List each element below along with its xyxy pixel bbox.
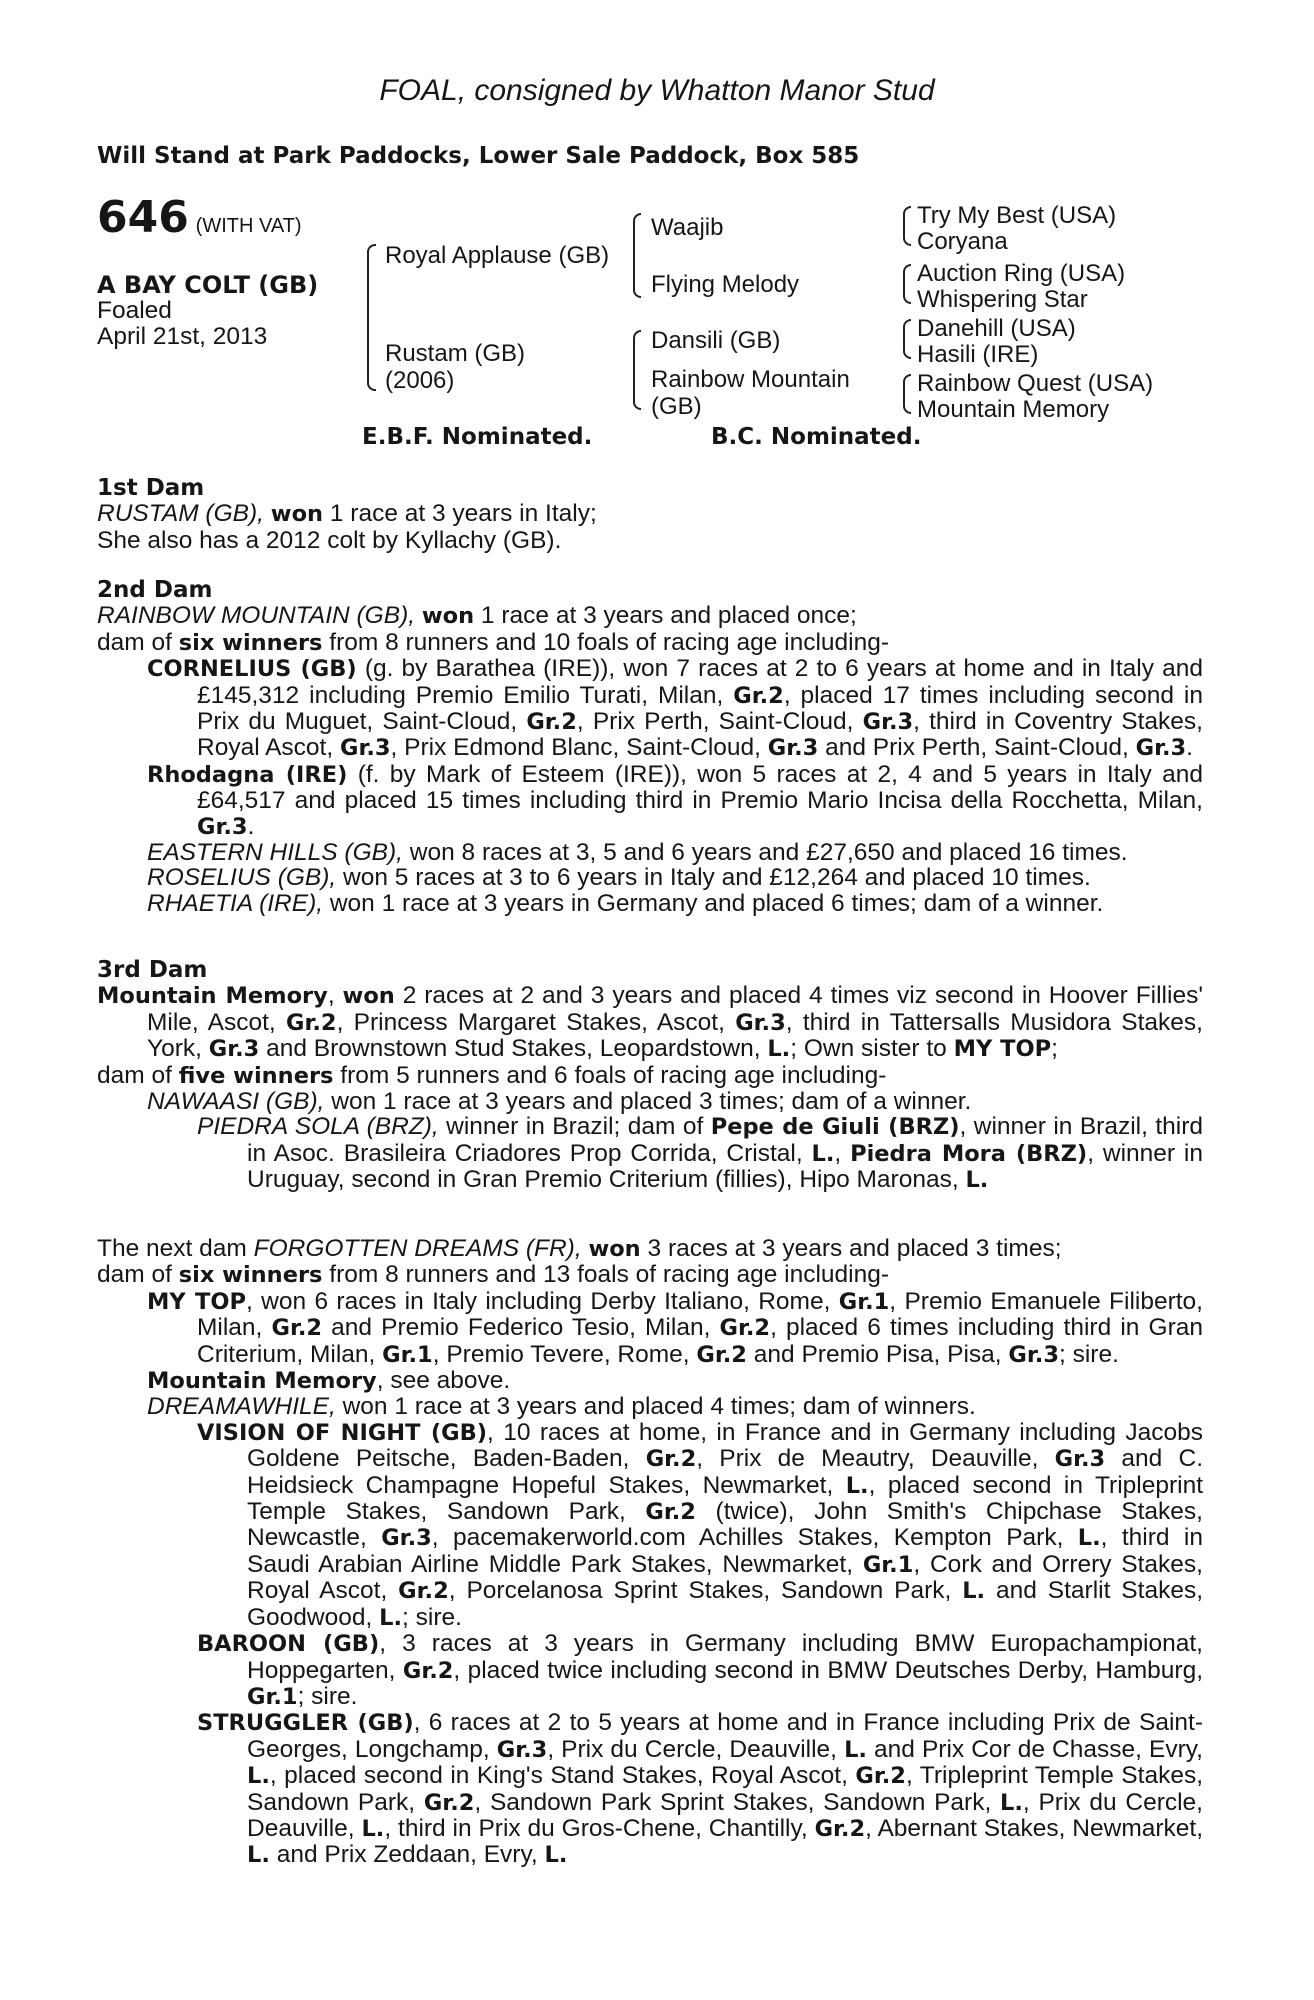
pedigree-ddd: Mountain Memory	[917, 396, 1110, 423]
second-dam-heading: 2nd Dam	[97, 577, 213, 603]
produce-rhaetia: RHAETIA (IRE), won 1 race at 3 years in Germany and placed 6 times; dam of a winner.	[147, 889, 1104, 917]
brace-gen3b	[903, 264, 911, 304]
next-dam-produce-summary: dam of six winners from 8 runners and 13 foals of racing age including-	[97, 1261, 890, 1289]
pedigree-ssd: Coryana	[917, 228, 1008, 255]
first-dam-section	[97, 476, 1203, 553]
second-dam-produce-summary: dam of six winners from 8 runners and 10 foals of racing age including-	[97, 628, 890, 656]
brace-gen2a	[633, 213, 641, 298]
next-dam-section	[97, 1236, 1203, 1869]
brace-gen2b	[633, 330, 641, 410]
produce-roselius: ROSELIUS (GB), won 5 races at 3 to 6 years in Italy and £12,264 and placed 10 times.	[147, 864, 1091, 892]
lot-block	[97, 192, 302, 243]
pedigree-ss: Waajib	[651, 214, 724, 241]
produce-dreamawhile: DREAMAWHILE, won 1 race at 3 years and placed 4 times; dam of winners.	[147, 1393, 976, 1421]
brace-gen3c	[903, 319, 911, 359]
pedigree-sire: Royal Applause (GB)	[385, 242, 610, 269]
brace-gen3d	[903, 374, 911, 414]
pedigree-dds: Rainbow Quest (USA)	[917, 370, 1154, 397]
pedigree-dd-1: Rainbow Mountain	[651, 366, 850, 393]
produce-struggler: STRUGGLER (GB), 6 races at 2 to 5 years at home and in France including Prix de Saint-Georges, Longchamp, Gr.3, Prix du Cercle, Deauville, L. and Prix Cor de Chasse, Evry, L., placed second in King's Stand Stakes, Royal Ascot, Gr.2, Tripleprint Temple Stakes, Sandown Park, Gr.2, Sandown Park Sprint Stakes, Sandown Park, L., Prix du Cercle, Deauville, L., third in Prix du Gros-Chene, Chantilly, Gr.2, Abernant Stakes, Newmarket, L. and Prix Zeddaan, Evry, L.	[197, 1709, 1204, 1869]
second-dam-intro: RAINBOW MOUNTAIN (GB), won 1 race at 3 years and placed once;	[97, 602, 857, 630]
lot-number: 646	[97, 192, 189, 243]
bc-nominated: B.C. Nominated.	[711, 424, 922, 450]
next-dam-intro: The next dam FORGOTTEN DREAMS (FR), won 3 races at 3 years and placed 3 times;	[97, 1235, 1062, 1262]
produce-mountain-memory: Mountain Memory, see above.	[147, 1367, 511, 1395]
pedigree-dam: Rustam (GB)	[385, 340, 526, 367]
pedigree-dd-2: (GB)	[651, 393, 702, 420]
page-title: FOAL, consigned by Whatton Manor Stud	[379, 74, 935, 107]
pedigree-dam-year: (2006)	[385, 367, 455, 394]
pedigree-dsd: Hasili (IRE)	[917, 341, 1039, 368]
pedigree-sd: Flying Melody	[651, 271, 800, 298]
third-dam-section	[97, 958, 1203, 1194]
produce-rhodagna: Rhodagna (IRE) (f. by Mark of Esteem (IRE)), won 5 races at 2, 4 and 5 years in Italy and £64,517 and placed 15 times including third in Premio Mario Incisa della Rocchetta, Milan, Gr.3.	[147, 760, 1203, 840]
produce-my-top: MY TOP, won 6 races in Italy including Derby Italiano, Rome, Gr.1, Premio Emanuele Filiberto, Milan, Gr.2 and Premio Federico Tesio, Milan, Gr.2, placed 6 times including third in Gran Criterium, Milan, Gr.1, Premio Tevere, Rome, Gr.2 and Premio Pisa, Pisa, Gr.3; sire.	[147, 1287, 1203, 1368]
third-dam-heading: 3rd Dam	[97, 957, 208, 983]
produce-baroon: BAROON (GB), 3 races at 3 years in Germany including BMW Europachampionat, Hoppegarten, Gr.2, placed twice including second in BMW Deutsches Derby, Hamburg, Gr.1; sire.	[197, 1630, 1203, 1710]
foaled-label: Foaled	[97, 297, 172, 325]
ebf-nominated: E.B.F. Nominated.	[362, 424, 593, 450]
brace-gen1	[367, 244, 376, 391]
lot-vat: (WITH VAT)	[195, 215, 302, 237]
third-dam-produce-summary: dam of five winners from 5 runners and 6 foals of racing age including-	[97, 1061, 887, 1089]
third-dam-intro: Mountain Memory, won 2 races at 2 and 3 years and placed 4 times viz second in Hoover Fillies' Mile, Ascot, Gr.2, Princess Margaret Stakes, Ascot, Gr.3, third in Tattersalls Musidora Stakes, York, Gr.3 and Brownstown Stud Stakes, Leopardstown, L.; Own sister to MY TOP;	[97, 982, 1203, 1063]
horse-description: A BAY COLT (GB)	[97, 271, 319, 299]
stand-location: Will Stand at Park Paddocks, Lower Sale Paddock, Box 585	[97, 143, 860, 169]
pedigree-sss: Try My Best (USA)	[917, 202, 1117, 229]
first-dam-produce: She also has a 2012 colt by Kyllachy (GB).	[97, 526, 562, 554]
foaled-date: April 21st, 2013	[97, 322, 268, 350]
first-dam-heading: 1st Dam	[97, 475, 205, 501]
produce-piedra-sola: PIEDRA SOLA (BRZ), winner in Brazil; dam of Pepe de Giuli (BRZ), winner in Brazil, third in Asoc. Brasileira Criadores Prop Corrida, Cristal, L., Piedra Mora (BRZ), winner in Uruguay, second in Gran Premio Criterium (fillies), Hipo Maronas, L.	[197, 1113, 1204, 1194]
pedigree-dss: Danehill (USA)	[917, 315, 1076, 342]
produce-nawaasi: NAWAASI (GB), won 1 race at 3 years and placed 3 times; dam of a winner.	[147, 1088, 972, 1116]
pedigree-ds: Dansili (GB)	[651, 327, 781, 354]
produce-eastern-hills: EASTERN HILLS (GB), won 8 races at 3, 5 and 6 years and £27,650 and placed 16 times.	[147, 839, 1128, 867]
first-dam-line: RUSTAM (GB), won 1 race at 3 years in Italy;	[97, 500, 597, 528]
second-dam-section	[97, 578, 1203, 916]
produce-cornelius: CORNELIUS (GB) (g. by Barathea (IRE)), won 7 races at 2 to 6 years at home and in Italy and £145,312 including Premio Emilio Turati, Milan, Gr.2, placed 17 times including second in Prix du Muguet, Saint-Cloud, Gr.2, Prix Perth, Saint-Cloud, Gr.3, third in Coventry Stakes, Royal Ascot, Gr.3, Prix Edmond Blanc, Saint-Cloud, Gr.3 and Prix Perth, Saint-Cloud, Gr.3.	[147, 655, 1203, 762]
brace-gen3a	[903, 206, 911, 246]
pedigree-sdd: Whispering Star	[917, 286, 1088, 313]
produce-vision-of-night: VISION OF NIGHT (GB), 10 races at home, in France and in Germany including Jacobs Goldene Peitsche, Baden-Baden, Gr.2, Prix de Meautry, Deauville, Gr.3 and C. Heidsieck Champagne Hopeful Stakes, Newmarket, L., placed second in Tripleprint Temple Stakes, Sandown Park, Gr.2 (twice), John Smith's Chipchase Stakes, Newcastle, Gr.3, pacemakerworld.com Achilles Stakes, Kempton Park, L., third in Saudi Arabian Airline Middle Park Stakes, Newmarket, Gr.1, Cork and Orrery Stakes, Royal Ascot, Gr.2, Porcelanosa Sprint Stakes, Sandown Park, L. and Starlit Stakes, Goodwood, L.; sire.	[197, 1418, 1204, 1631]
pedigree-sds: Auction Ring (USA)	[917, 260, 1126, 287]
